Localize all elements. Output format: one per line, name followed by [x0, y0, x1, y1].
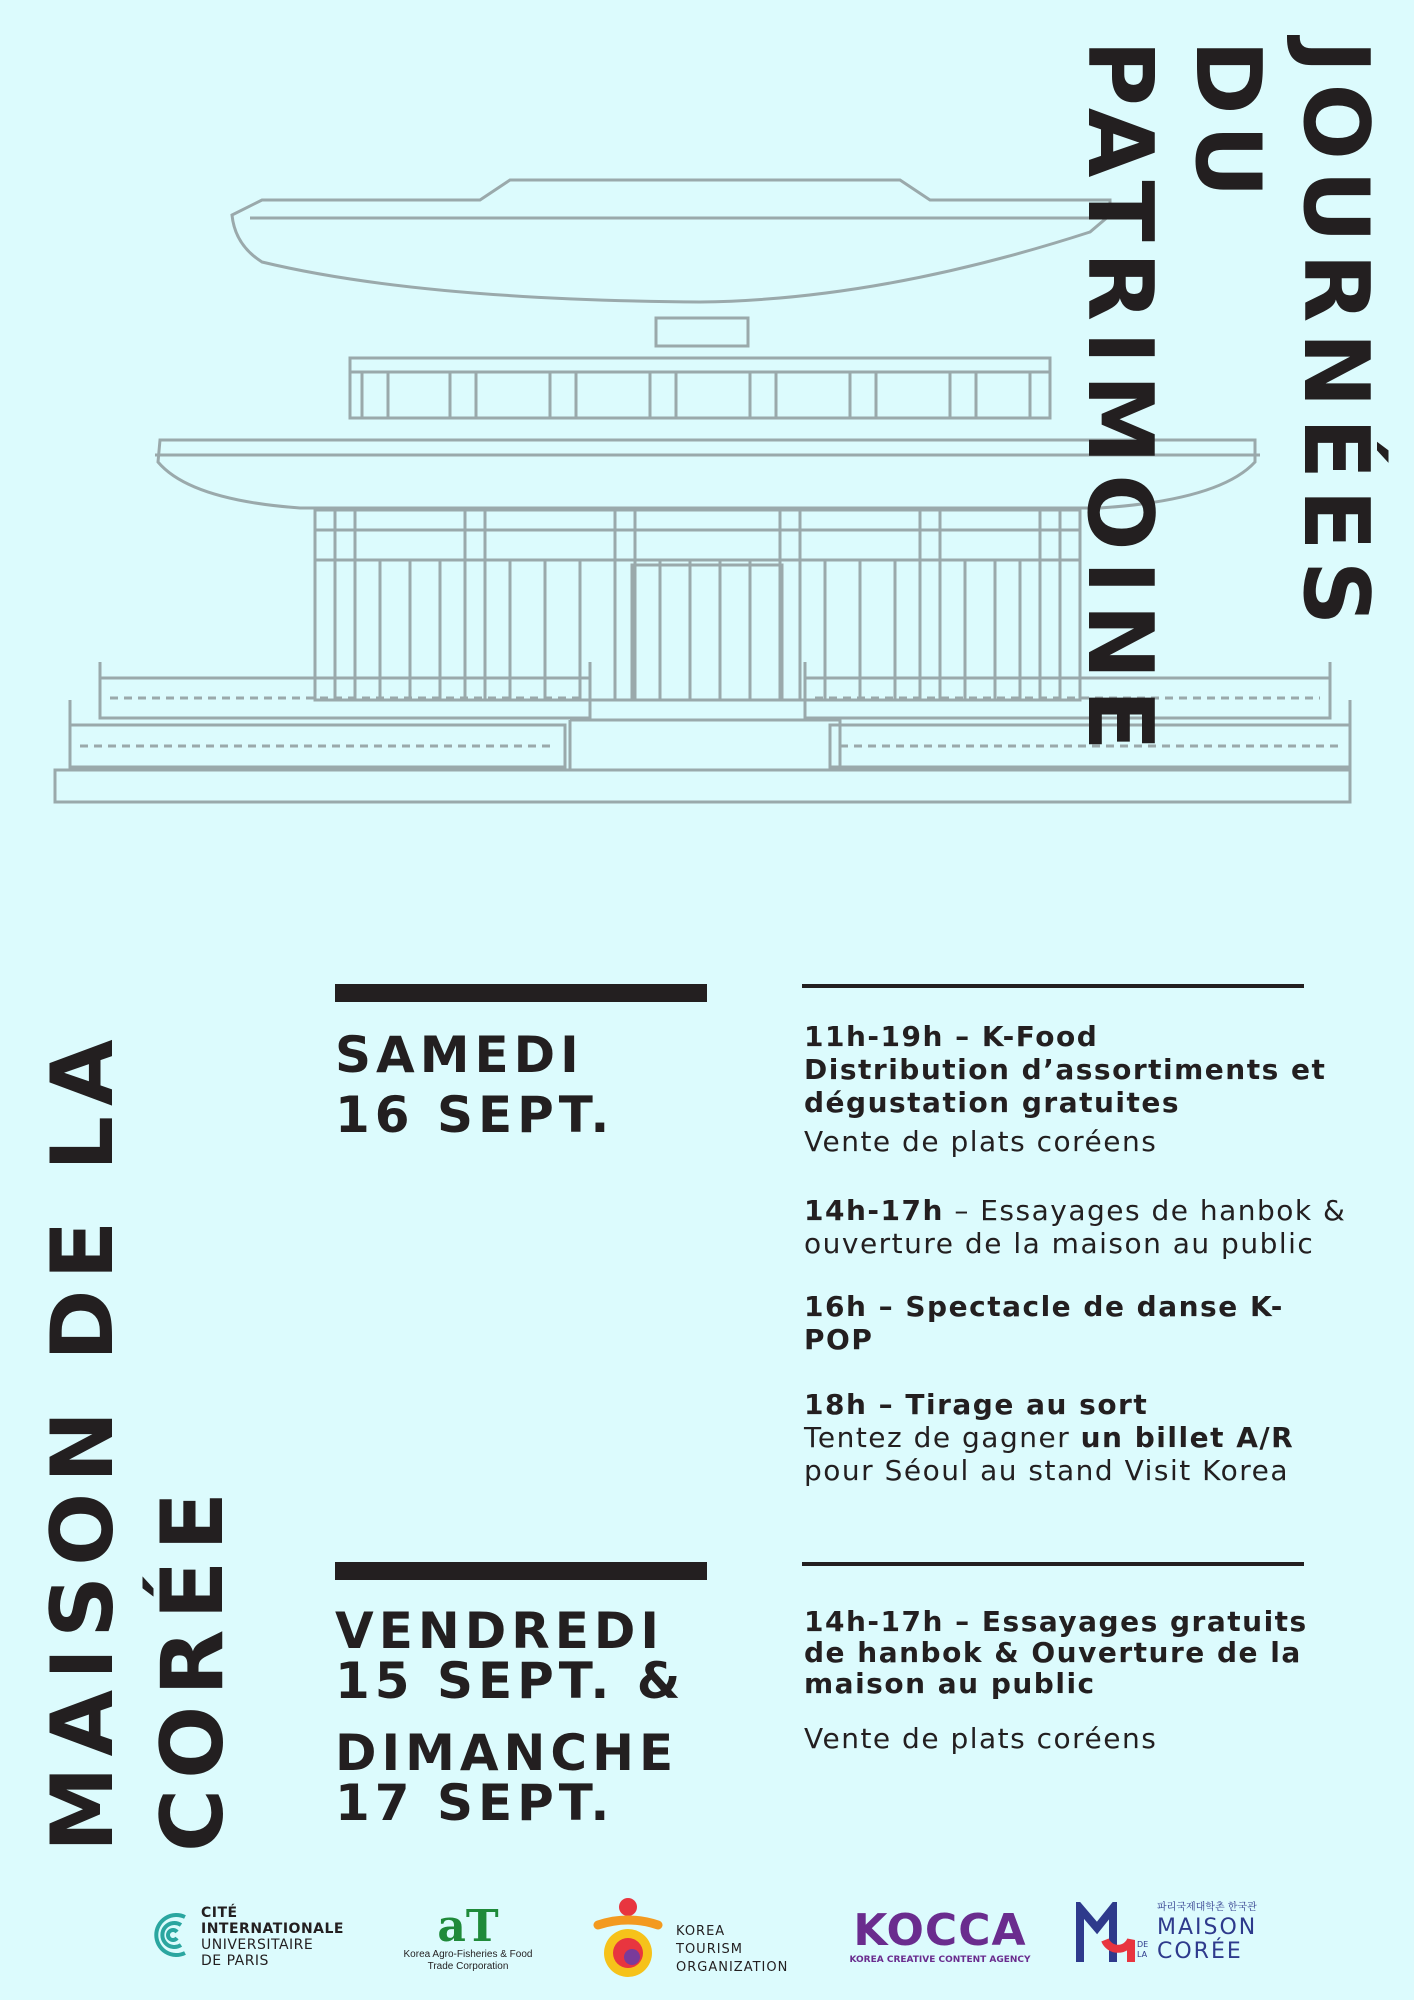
divider-left-1 [335, 984, 707, 1002]
title-maison-de-la: MAISON DE LA [33, 1029, 133, 1852]
title-coree: CORÉE [143, 1482, 243, 1852]
maison-de: DE [1137, 1940, 1149, 1949]
divider-left-2 [335, 1562, 707, 1580]
at-line2: Trade Corporation [427, 1961, 509, 1972]
friday-day: VENDREDI [335, 1602, 664, 1660]
logo-kocca [845, 1905, 1035, 1968]
event-kfood-text: Vente de plats coréens [804, 1125, 1158, 1158]
saturday-day: SAMEDI [335, 1026, 584, 1084]
divider-right-2 [802, 1562, 1304, 1566]
ciup-line4: DE PARIS [201, 1953, 269, 1969]
kto-line3: ORGANIZATION [676, 1960, 789, 1975]
ciup-line2: INTERNATIONALE [201, 1921, 344, 1937]
maison-la: LA [1137, 1950, 1148, 1959]
logo-maison-coree [1075, 1902, 1275, 1972]
event-hanbok-sat-text: – Essayages de hanbok & ouverture de la maison au public [804, 1194, 1347, 1260]
ciup-line1: CITÉ [201, 1905, 238, 1921]
kocca-sub: KOREA CREATIVE CONTENT AGENCY [849, 1955, 1031, 1965]
maison-line1: MAISON [1157, 1915, 1258, 1940]
event-tirage-pre: Tentez de gagner [804, 1421, 1081, 1454]
maison-korean: 파리국제대학촌 한국관 [1157, 1902, 1257, 1913]
logo-ciup [145, 1905, 365, 1969]
maison-line2: CORÉE [1157, 1939, 1243, 1964]
maison-mark-icon [1075, 1902, 1135, 1966]
saturday-date: 16 SEPT. [335, 1086, 615, 1144]
event-tirage-title: 18h – Tirage au sort [804, 1388, 1149, 1421]
event-kpop-title: 16h – Spectacle de danse K-POP [804, 1290, 1284, 1356]
divider-right-1 [802, 984, 1304, 988]
kto-mark-icon [588, 1893, 668, 1983]
sunday-date: 17 SEPT. [335, 1774, 615, 1832]
event-kfood-time: 11h-19h – K-Food [804, 1020, 1099, 1053]
event-tirage-bold: un billet A/R [1080, 1421, 1295, 1454]
ciup-line3: UNIVERSITAIRE [201, 1937, 314, 1953]
event-hanbok-sat-time: 14h-17h [804, 1194, 944, 1227]
event-kfood-bold: Distribution d’assortiments et dégustation gratuites [804, 1053, 1327, 1119]
title-du: DU [1175, 40, 1280, 208]
event-hanbok-other-time: 14h-17h [804, 1605, 944, 1638]
kocca-mark: KOCCA [853, 1905, 1027, 1956]
event-hanbok-other [804, 1606, 1334, 1699]
event-kfood [804, 1020, 1364, 1158]
logo-kto [588, 1893, 788, 1983]
at-mark: aT [437, 1901, 499, 1952]
logo-at [398, 1901, 538, 1985]
event-tirage-post: pour Séoul au stand Visit Korea [804, 1454, 1290, 1487]
title-journees: JOURNÉES [1283, 40, 1388, 636]
sunday-day: DIMANCHE [335, 1724, 679, 1782]
ciup-mark-icon [145, 1905, 195, 1965]
friday-date: 15 SEPT. & [335, 1652, 686, 1710]
at-line1: Korea Agro-Fisheries & Food [403, 1949, 533, 1960]
event-hanbok-sat [804, 1194, 1364, 1260]
event-hanbok-other-text: – Essayages gratuits de hanbok & Ouverture de la maison au public [804, 1605, 1308, 1700]
kto-line1: KOREA [676, 1924, 726, 1939]
kto-line2: TOURISM [676, 1942, 744, 1957]
event-kpop [804, 1290, 1284, 1356]
event-tirage [804, 1388, 1324, 1487]
title-patrimoine: PATRIMOINE [1067, 40, 1172, 761]
event-vente-other: Vente de plats coréens [804, 1722, 1158, 1755]
